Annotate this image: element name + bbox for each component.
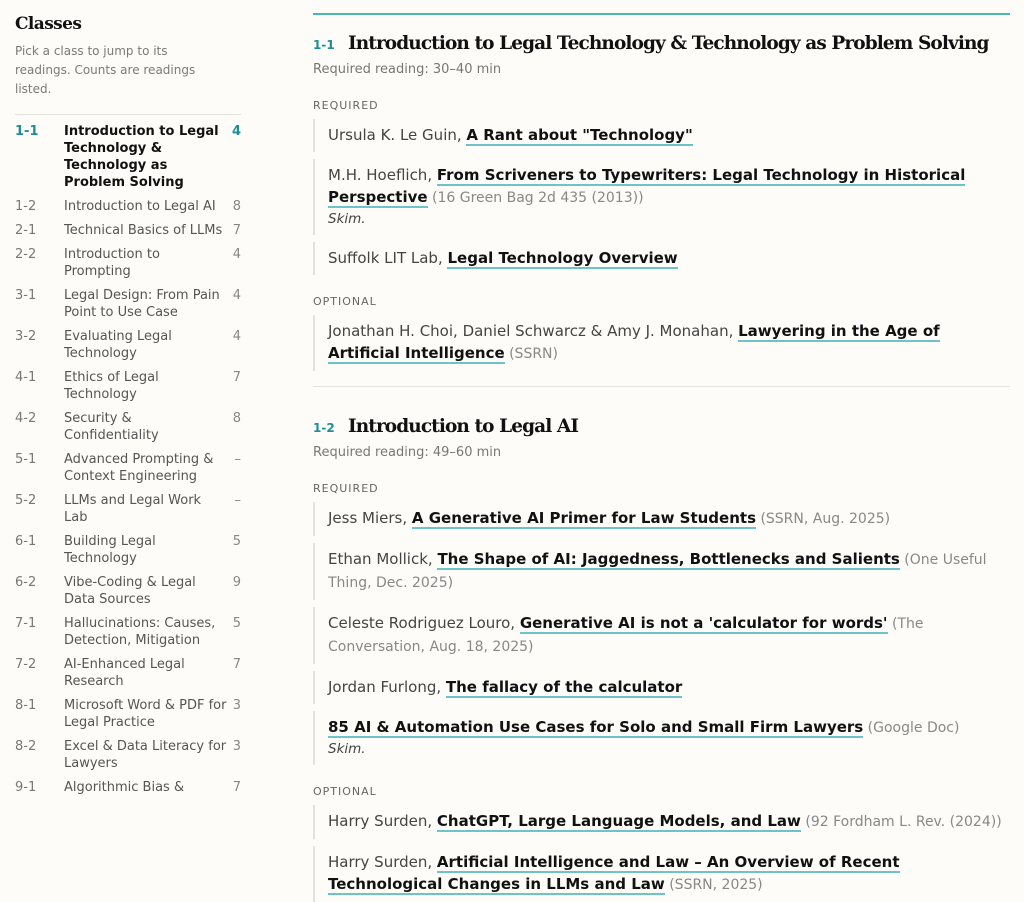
sidebar-item-6-1[interactable] xyxy=(15,533,241,567)
reading-author: Harry Surden, xyxy=(328,853,437,871)
required-label: REQUIRED xyxy=(313,99,379,112)
sidebar-item-5-1[interactable] xyxy=(15,451,241,485)
sidebar-item-code: 3-1 xyxy=(15,288,37,303)
section-header xyxy=(313,416,1010,437)
reading-citation xyxy=(328,124,1010,146)
reading-citation xyxy=(328,810,1010,833)
sidebar-item-code: 2-1 xyxy=(15,223,37,238)
reading-item xyxy=(313,671,1010,704)
readings-main xyxy=(313,0,1010,893)
sidebar-item-8-2[interactable] xyxy=(15,738,241,772)
required-reading-time: Required reading: 30–40 min xyxy=(313,62,502,77)
sidebar-item-count: 8 xyxy=(232,411,241,426)
reading-link[interactable]: The Shape of AI: Jaggedness, Bottlenecks and Salients xyxy=(437,550,900,568)
sidebar-item-label: Advanced Prompting & Context Engineering xyxy=(64,452,214,484)
reading-citation xyxy=(328,320,1010,365)
reading-author: Harry Surden, xyxy=(328,812,437,830)
sidebar-item-code: 5-2 xyxy=(15,493,37,508)
sidebar-item-code: 7-1 xyxy=(15,616,37,631)
sidebar-item-label: Excel & Data Literacy for Lawyers xyxy=(64,739,227,771)
top-accent-rule xyxy=(313,13,1010,15)
reading-author: Jordan Furlong, xyxy=(328,678,446,696)
optional-label: OPTIONAL xyxy=(313,295,377,308)
sidebar-item-count: 7 xyxy=(232,223,241,238)
reading-source: (The Conversation, Aug. 18, 2025) xyxy=(328,616,924,655)
sidebar-item-count: 5 xyxy=(232,616,241,631)
reading-citation xyxy=(328,851,1010,896)
sidebar-item-code: 7-2 xyxy=(15,657,37,672)
reading-link[interactable]: From Scriveners to Typewriters: Legal Technology in Historical Perspective xyxy=(328,166,966,206)
reading-item xyxy=(313,502,1010,536)
reading-source: (SSRN, 2025) xyxy=(664,877,763,893)
section-code: 1-2 xyxy=(313,421,335,435)
sidebar-item-label: Technical Basics of LLMs xyxy=(64,223,223,238)
class-section-1-1 xyxy=(313,33,1010,371)
sidebar-item-code: 5-1 xyxy=(15,452,37,467)
reading-link[interactable]: ChatGPT, Large Language Models, and Law xyxy=(436,812,801,830)
section-title: Introduction to Legal AI xyxy=(348,416,579,437)
reading-link[interactable]: Generative AI is not a 'calculator for words' xyxy=(519,614,888,632)
reading-link[interactable]: Lawyering in the Age of Artificial Intelligence xyxy=(328,322,940,362)
optional-readings xyxy=(313,315,1010,371)
reading-author: Jonathan H. Choi, Daniel Schwarcz & Amy J. Monahan, xyxy=(328,322,739,340)
sidebar-item-6-2[interactable] xyxy=(15,574,241,608)
sidebar-title: Classes xyxy=(15,14,82,34)
sidebar-item-code: 1-1 xyxy=(15,124,39,139)
optional-readings xyxy=(313,805,1010,902)
required-reading-time: Required reading: 49–60 min xyxy=(313,445,502,460)
sidebar-item-label: Introduction to Legal Technology & Technology as Problem Solving xyxy=(64,124,219,190)
sidebar-item-4-1[interactable] xyxy=(15,369,241,403)
class-section-1-2 xyxy=(313,416,1010,902)
section-divider xyxy=(313,386,1010,387)
required-readings xyxy=(313,502,1010,765)
sidebar-item-code: 4-2 xyxy=(15,411,37,426)
sidebar-item-count: – xyxy=(234,493,241,508)
reading-item xyxy=(313,846,1010,902)
reading-author: Suffolk LIT Lab, xyxy=(328,249,448,267)
reading-link[interactable]: The fallacy of the calculator xyxy=(445,678,683,696)
reading-citation xyxy=(328,612,1010,658)
sidebar-item-count: 3 xyxy=(232,739,241,754)
sidebar-item-count: 4 xyxy=(232,288,241,303)
reading-item xyxy=(313,242,1010,275)
sidebar-item-label: Vibe-Coding & Legal Data Sources xyxy=(64,575,196,607)
reading-citation xyxy=(328,676,1010,698)
reading-item xyxy=(313,119,1010,152)
sidebar-item-code: 9-1 xyxy=(15,780,37,795)
reading-citation xyxy=(328,164,1010,209)
sidebar-item-label: Hallucinations: Causes, Detection, Mitigation xyxy=(64,616,216,648)
reading-source: (SSRN, Aug. 2025) xyxy=(756,511,891,527)
reading-link[interactable]: 85 AI & Automation Use Cases for Solo and Small Firm Lawyers xyxy=(328,718,864,736)
reading-source: (SSRN) xyxy=(504,346,558,362)
sidebar-item-count: 9 xyxy=(232,575,241,590)
sidebar-description: Pick a class to jump to its readings. Counts are readings listed. xyxy=(15,44,196,96)
reading-item xyxy=(313,607,1010,664)
reading-citation xyxy=(328,507,1010,530)
sidebar-item-code: 3-2 xyxy=(15,329,37,344)
sidebar-item-count: 7 xyxy=(232,780,241,795)
reading-link[interactable]: Artificial Intelligence and Law – An Overview of Recent Technological Changes in LLMs and Law xyxy=(328,853,900,893)
sidebar-item-code: 6-1 xyxy=(15,534,37,549)
reading-item xyxy=(313,315,1010,371)
sidebar-item-code: 6-2 xyxy=(15,575,37,590)
sidebar-item-count: 4 xyxy=(232,329,241,344)
reading-source: (One Useful Thing, Dec. 2025) xyxy=(328,552,987,591)
sidebar-item-count: 8 xyxy=(232,199,241,214)
reading-source: (92 Fordham L. Rev. (2024)) xyxy=(800,814,1002,830)
sidebar-item-count: 5 xyxy=(232,534,241,549)
reading-item xyxy=(313,711,1010,765)
reading-author: Ursula K. Le Guin, xyxy=(328,126,467,144)
sidebar-item-7-2[interactable] xyxy=(15,656,241,690)
reading-link[interactable]: A Generative AI Primer for Law Students xyxy=(411,509,756,527)
sidebar-item-3-1[interactable] xyxy=(15,287,241,321)
sidebar-item-2-2[interactable] xyxy=(15,246,241,280)
reading-author: Celeste Rodriguez Louro, xyxy=(328,614,520,632)
sidebar-item-label: Microsoft Word & PDF for Legal Practice xyxy=(64,698,227,730)
sidebar-item-1-1[interactable] xyxy=(15,123,241,191)
sidebar-item-code: 4-1 xyxy=(15,370,37,385)
sidebar-item-1-2[interactable] xyxy=(15,198,241,215)
sidebar-item-4-2[interactable] xyxy=(15,410,241,444)
sidebar-item-count: 3 xyxy=(232,698,241,713)
section-title: Introduction to Legal Technology & Technology as Problem Solving xyxy=(348,33,989,54)
reading-link[interactable]: A Rant about "Technology" xyxy=(466,126,693,144)
reading-author: M.H. Hoeflich, xyxy=(328,166,437,184)
sidebar-item-7-1[interactable] xyxy=(15,615,241,649)
sidebar-item-3-2[interactable] xyxy=(15,328,241,362)
sidebar-item-9-1[interactable] xyxy=(15,779,241,796)
reading-item xyxy=(313,805,1010,839)
reading-note: Skim. xyxy=(328,741,366,757)
sidebar-item-label: Algorithmic Bias & xyxy=(64,780,185,795)
sidebar-item-code: 2-2 xyxy=(15,247,37,262)
required-readings xyxy=(313,119,1010,275)
sidebar-item-code: 1-2 xyxy=(15,199,37,214)
sidebar-item-label: Introduction to Prompting xyxy=(64,247,160,279)
sidebar-item-label: Introduction to Legal AI xyxy=(64,199,216,214)
optional-label: OPTIONAL xyxy=(313,785,377,798)
sidebar-item-count: 7 xyxy=(232,657,241,672)
reading-citation xyxy=(328,548,1010,594)
section-code: 1-1 xyxy=(313,38,335,52)
sidebar-item-code: 8-1 xyxy=(15,698,37,713)
reading-citation xyxy=(328,247,1010,269)
class-list xyxy=(15,123,241,796)
sidebar-item-8-1[interactable] xyxy=(15,697,241,731)
sidebar-item-label: Legal Design: From Pain Point to Use Case xyxy=(64,288,220,320)
section-header xyxy=(313,33,1010,54)
reading-source: (16 Green Bag 2d 435 (2013)) xyxy=(427,190,644,206)
sidebar-item-label: Building Legal Technology xyxy=(64,534,156,566)
reading-item xyxy=(313,543,1010,600)
sidebar-item-label: Ethics of Legal Technology xyxy=(64,370,159,402)
sidebar-item-5-2[interactable] xyxy=(15,492,241,526)
sidebar-item-label: LLMs and Legal Work Lab xyxy=(64,493,202,525)
reading-item xyxy=(313,159,1010,235)
reading-author: Ethan Mollick, xyxy=(328,550,438,568)
reading-note: Skim. xyxy=(328,211,366,227)
sidebar-item-count: 4 xyxy=(231,124,241,139)
sidebar-item-label: Security & Confidentiality xyxy=(64,411,159,443)
reading-citation xyxy=(328,716,1010,739)
sidebar-item-label: Evaluating Legal Technology xyxy=(64,329,172,361)
sidebar-item-code: 8-2 xyxy=(15,739,37,754)
reading-author: Jess Miers, xyxy=(328,509,412,527)
sidebar-item-count: 4 xyxy=(232,247,241,262)
reading-link[interactable]: Legal Technology Overview xyxy=(447,249,678,267)
sidebar-item-2-1[interactable] xyxy=(15,222,241,239)
reading-source: (Google Doc) xyxy=(863,720,960,736)
sidebar-item-label: AI-Enhanced Legal Research xyxy=(64,657,185,689)
required-label: REQUIRED xyxy=(313,482,379,495)
sidebar-item-count: – xyxy=(234,452,241,467)
class-sidebar xyxy=(0,0,255,857)
sidebar-item-count: 7 xyxy=(232,370,241,385)
sidebar-divider xyxy=(15,114,241,115)
